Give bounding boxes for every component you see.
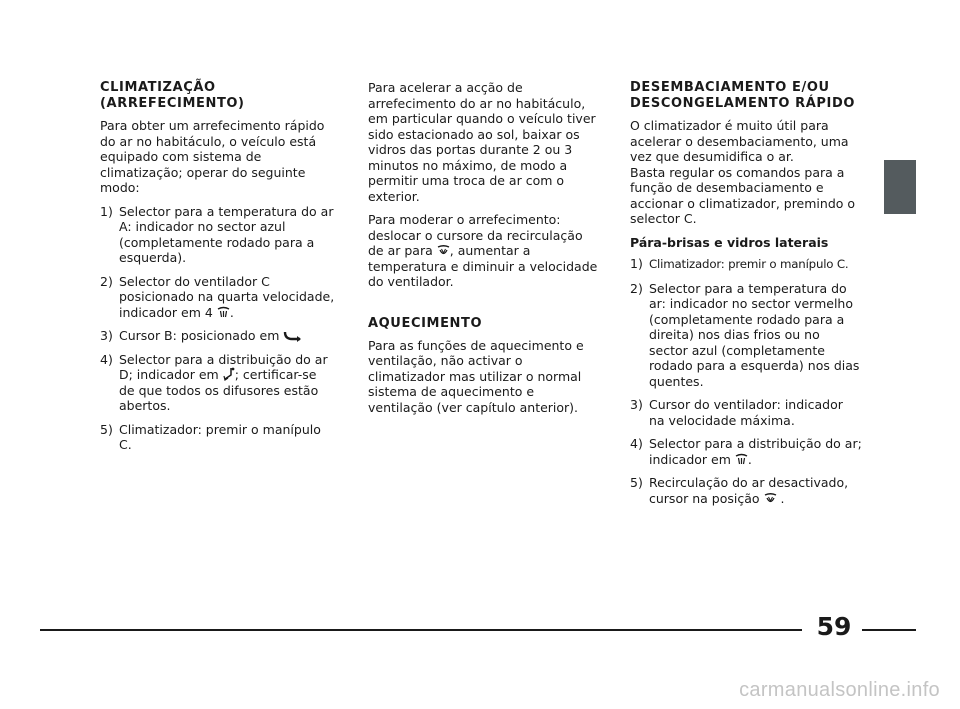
step-text: Selector para a distribuição do ar D; indicador em	[119, 351, 328, 382]
section-heading-desembaciamento: DESEMBACIAMENTO E/OU DESCONGELAMENTO RÁPIDO	[630, 80, 856, 111]
step-number: 3)	[630, 397, 643, 412]
step-text: Cursor B: posicionado em	[119, 328, 280, 343]
step-number: 5)	[630, 475, 643, 490]
defog-instructions-text: Basta regular os comandos para a função de desembaciamento e accionar o climatizador, premindo o selector C.	[630, 164, 856, 226]
step-text: Recirculação do ar desactivado, cursor na posição	[649, 475, 849, 506]
step-number: 5)	[100, 421, 113, 437]
step-text: Climatizador: premir o manípulo C.	[649, 257, 849, 271]
step-item	[100, 274, 336, 321]
page-number: 59	[816, 612, 852, 641]
step-item	[630, 256, 862, 273]
footer-rule-right	[862, 629, 916, 631]
step-number: 1)	[100, 203, 113, 219]
section-spacer	[368, 298, 600, 316]
step-text: Cursor do ventilador: indicador na velocidade máxima.	[649, 397, 843, 428]
accelerate-cooling-paragraph: Para acelerar a acção de arrefecimento do ar no habitáculo, em particular quando o veículo tiver sido estacionado ao sol, baixar os vidros das portas durante 2 ou 3 minutos no máximo, de modo a permitir uma troca de ar com o exterior.	[368, 80, 596, 204]
moderate-cooling-text: Para moderar o arrefecimento: deslocar o cursore da recirculação de ar para	[368, 212, 583, 258]
step-item	[100, 204, 336, 266]
step-number: 3)	[100, 328, 113, 343]
step-item	[630, 397, 862, 428]
step-number: 4)	[630, 436, 643, 451]
step-number: 1)	[630, 256, 643, 271]
step-item	[100, 328, 336, 344]
moderate-cooling-text-end: , aumentar a temperatura e diminuir a velocidade do ventilador.	[368, 243, 598, 289]
defog-intro	[630, 118, 862, 227]
step-text: Selector para a temperatura do ar: indicador no sector vermelho (completamente rodado para a direita) nos dias frios ou no sector azul (completamente rodado para a esquerda) nos dias quentes.	[649, 280, 860, 389]
column-left	[100, 80, 336, 461]
section-heading-aquecimento: AQUECIMENTO	[368, 315, 483, 331]
step-number: 4)	[100, 351, 113, 367]
recirculation-off-icon	[764, 493, 777, 505]
step-number: 2)	[630, 280, 643, 296]
step-text: Selector do ventilador C posicionado na quarta velocidade, indicador em 4	[119, 273, 335, 320]
step-item	[100, 422, 336, 453]
column-right	[630, 80, 862, 514]
footer-rule-left	[40, 629, 802, 631]
recirculation-icon	[437, 245, 450, 257]
heating-paragraph: Para as funções de aquecimento e ventilação, não activar o climatizador mas utilizar o normal sistema de aquecimento e ventilação (ver capítulo anterior).	[368, 337, 584, 415]
windshield-defrost-icon	[735, 453, 748, 466]
step-item	[630, 281, 862, 390]
climatizacao-steps	[100, 204, 336, 453]
step-text: Selector para a distribuição do ar; indicador em	[649, 436, 862, 467]
air-to-feet-icon	[223, 367, 235, 381]
step-item	[630, 475, 862, 506]
step-text-end: .	[747, 451, 752, 467]
windshield-fan-icon	[217, 306, 230, 319]
moderate-cooling-paragraph	[368, 212, 600, 290]
step-text-end: .	[776, 490, 785, 506]
defog-intro-text: O climatizador é muito útil para acelerar o desembaciamento, uma vez que desumidifica o ar.	[630, 118, 849, 164]
watermark: carmanualsonline.info	[739, 679, 940, 701]
step-text-end: ; certificar-se de que todos os difusores estão abertos.	[119, 367, 319, 413]
outside-air-icon	[283, 330, 303, 342]
step-text-end: .	[229, 304, 234, 320]
column-middle	[368, 80, 600, 423]
chapter-tab-marker	[884, 160, 916, 214]
subheading-windscreen: Pára-brisas e vidros laterais	[630, 234, 829, 250]
climatizacao-intro: Para obter um arrefecimento rápido do ar no habitáculo, o veículo está equipado com sistema de climatização; operar do seguinte modo:	[100, 118, 325, 195]
defog-steps	[630, 256, 862, 506]
section-heading-climatizacao: CLIMATIZAÇÃO (ARREFECIMENTO)	[100, 80, 245, 111]
step-item	[100, 352, 336, 414]
step-number: 2)	[100, 273, 113, 289]
step-text: Climatizador: premir o manípulo C.	[119, 421, 321, 452]
step-text: Selector para a temperatura do ar A: indicador no sector azul (completamente rodado para a esquerda).	[119, 203, 334, 265]
step-item	[630, 436, 862, 467]
